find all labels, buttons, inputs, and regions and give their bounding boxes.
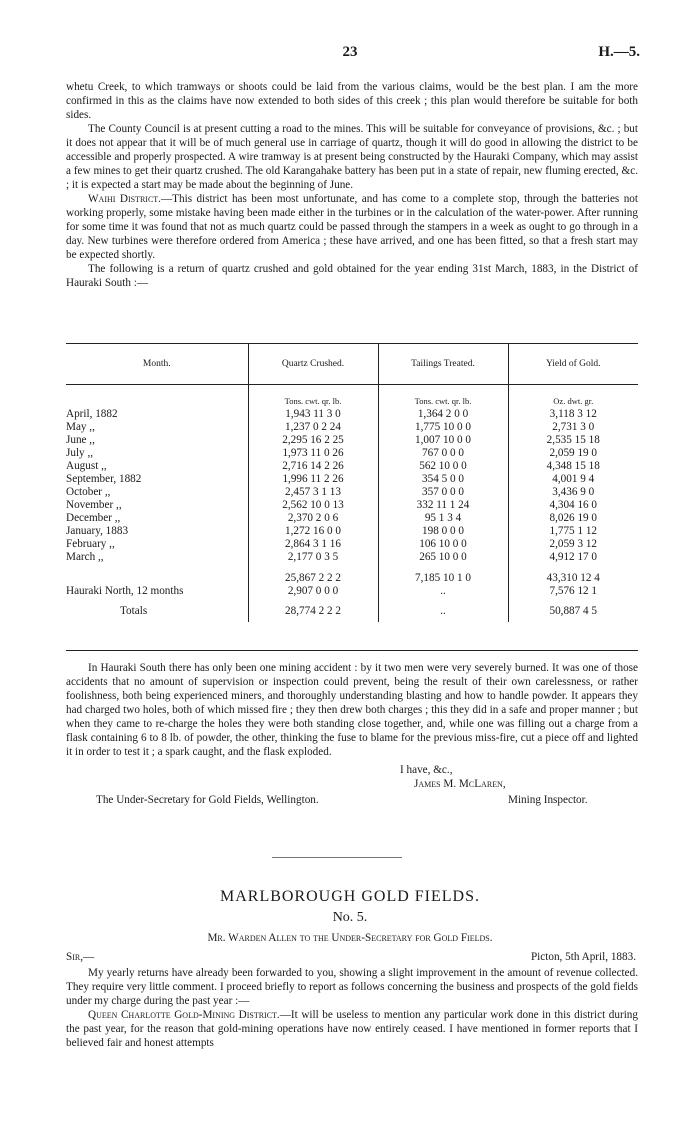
table-row	[66, 486, 638, 499]
row-month: September, 1882	[66, 473, 142, 485]
table-row	[66, 538, 638, 551]
table-row	[66, 460, 638, 473]
row-tailings: 354 5 0 0	[378, 473, 508, 486]
section-title: MARLBOROUGH GOLD FIELDS.	[219, 888, 480, 905]
row-quartz: 2,370 2 0 6	[248, 512, 378, 525]
waihi-district-heading: Waihi District.	[88, 193, 161, 205]
row-tailings: 1,364 2 0 0	[378, 408, 508, 421]
row-quartz: 2,457 3 1 13	[248, 486, 378, 499]
row-month: May ,,	[66, 421, 95, 433]
north-label: Hauraki North, 12 months	[66, 585, 184, 597]
subtotal-quartz: 25,867 2 2 2	[248, 564, 378, 585]
row-month: January, 1883	[66, 525, 129, 537]
row-month: October ,,	[66, 486, 111, 498]
table-row	[66, 551, 638, 564]
row-month: July ,,	[66, 447, 94, 459]
row-month: November ,,	[66, 499, 122, 511]
row-month: April, 1882	[66, 408, 118, 420]
row-quartz: 2,177 0 3 5	[248, 551, 378, 564]
waihi-district-text: —This district has been most unfortunate, and has come to a complete stop, through the batteries not working properly, some mistake having been made either in the turbines or in the calculation of the water-power. After running for some time it was found that not as much quartz could be passed through the stampers in a week as ought to go through in a day. New turbines were therefore ordered from America ; these have arrived, and one has been fitted, so that a fresh start may be expected shortly.	[66, 193, 639, 261]
intro-text	[66, 80, 638, 290]
intro-paragraph-1: whetu Creek, to which tramways or shoots could be laid from the various claims, would be the best plan. I am the more confirmed in this as the claims have now extended to both sides of this creek ; this plan would therefore be suitable for both sides.	[66, 81, 638, 121]
row-month: August ,,	[66, 460, 107, 472]
totals-quartz: 28,774 2 2 2	[248, 598, 378, 622]
totals-yield: 50,887 4 5	[508, 598, 638, 622]
north-tailings: ..	[378, 585, 508, 598]
row-month: June ,,	[66, 434, 95, 446]
header-yield: Yield of Gold.	[508, 344, 638, 385]
units-row	[66, 385, 638, 409]
row-yield: 4,304 16 0	[508, 499, 638, 512]
signature-address: The Under-Secretary for Gold Fields, Wellington.	[96, 794, 319, 806]
table-header-row	[66, 344, 638, 385]
table-row	[66, 473, 638, 486]
signature-title: Mining Inspector.	[508, 794, 588, 806]
accident-paragraph: In Hauraki South there has only been one mining accident : by it two men were very severely burned. It was one of those accidents that no amount of supervision or inspection could prevent, being the result of their own carelessness, or rather foolishness, both being experienced miners, and thoroughly understanding blasting and how to handle powder. It appears they had charged two holes, both of which missed fire ; they then drew both charges ; this they did in a safe and proper manner ; but when they came to re-charge the holes they were both standing close together, and, while one was filling out a charge from a flask containing 6 to 8 lb. of powder, the other, thinking the fuse to blame for the previous miss-fire, cut a piece off and lighted it in order to test it ; a spark caught, and the flask exploded.	[66, 662, 638, 758]
header-quartz: Quartz Crushed.	[248, 344, 378, 385]
table-row	[66, 525, 638, 538]
section-from-line: Mr. Warden Allen to the Under-Secretary for Gold Fields.	[207, 932, 493, 944]
section-paragraph-2	[66, 1008, 638, 1050]
return-table	[66, 343, 638, 622]
row-quartz: 1,973 11 0 26	[248, 447, 378, 460]
row-yield: 4,912 17 0	[508, 551, 638, 564]
subtotal-row	[66, 564, 638, 585]
table-bottom-rule	[66, 650, 638, 651]
table-row	[66, 447, 638, 460]
section-number: No. 5.	[332, 910, 368, 925]
queen-charlotte-text: —It will be useless to mention any particular work done in this district during the past year, for the reason that gold-mining operations have now entirely ceased. I have mentioned in former reports that I believed fair and honest attempts	[66, 1009, 638, 1049]
row-yield: 4,001 9 4	[508, 473, 638, 486]
row-yield: 3,118 3 12	[508, 408, 638, 421]
units-tailings: Tons. cwt. qr. lb.	[378, 385, 508, 409]
row-quartz: 1,943 11 3 0	[248, 408, 378, 421]
row-quartz: 2,864 3 1 16	[248, 538, 378, 551]
north-quartz: 2,907 0 0 0	[248, 585, 378, 598]
section-text	[66, 966, 638, 1050]
row-quartz: 2,295 16 2 25	[248, 434, 378, 447]
totals-label: Totals	[120, 605, 148, 617]
row-yield: 2,059 3 12	[508, 538, 638, 551]
queen-charlotte-heading: Queen Charlotte Gold-Mining District.	[88, 1009, 280, 1021]
row-tailings: 562 10 0 0	[378, 460, 508, 473]
subtotal-yield: 43,310 12 4	[508, 564, 638, 585]
accident-text	[66, 661, 638, 759]
signature-closing: I have, &c.,	[400, 764, 453, 776]
row-yield: 1,775 1 12	[508, 525, 638, 538]
subtotal-tailings: 7,185 10 1 0	[378, 564, 508, 585]
intro-paragraph-4: The following is a return of quartz crushed and gold obtained for the year ending 31st March, 1883, in the District of Hauraki South :—	[66, 263, 638, 289]
row-quartz: 2,716 14 2 26	[248, 460, 378, 473]
row-tailings: 332 11 1 24	[378, 499, 508, 512]
row-yield: 2,731 3 0	[508, 421, 638, 434]
row-tailings: 95 1 3 4	[378, 512, 508, 525]
row-quartz: 1,996 11 2 26	[248, 473, 378, 486]
header-month: Month.	[66, 344, 248, 385]
intro-paragraph-3	[66, 192, 638, 262]
row-month: December ,,	[66, 512, 121, 524]
north-yield: 7,576 12 1	[508, 585, 638, 598]
table-row	[66, 434, 638, 447]
row-yield: 3,436 9 0	[508, 486, 638, 499]
row-tailings: 357 0 0 0	[378, 486, 508, 499]
row-tailings: 767 0 0 0	[378, 447, 508, 460]
section-paragraph-1: My yearly returns have already been forwarded to you, showing a slight improvement in the amount of revenue collected. They require very little comment. I proceed briefly to report as follows concerning the business and prospects of the gold fields under my charge during the past year :—	[66, 967, 638, 1007]
row-tailings: 1,775 10 0 0	[378, 421, 508, 434]
row-quartz: 1,272 16 0 0	[248, 525, 378, 538]
table-row	[66, 512, 638, 525]
row-quartz: 1,237 0 2 24	[248, 421, 378, 434]
units-yield: Oz. dwt. gr.	[508, 385, 638, 409]
row-yield: 4,348 15 18	[508, 460, 638, 473]
north-row	[66, 585, 638, 598]
row-tailings: 106 10 0 0	[378, 538, 508, 551]
header-tailings: Tailings Treated.	[378, 344, 508, 385]
row-quartz: 2,562 10 0 13	[248, 499, 378, 512]
totals-tailings: ..	[378, 598, 508, 622]
letter-date: Picton, 5th April, 1883.	[530, 951, 636, 963]
row-yield: 8,026 19 0	[508, 512, 638, 525]
row-yield: 2,059 19 0	[508, 447, 638, 460]
table-row	[66, 499, 638, 512]
salutation: Sir,—	[66, 951, 95, 963]
section-divider	[272, 857, 402, 858]
document-reference: H.—5.	[598, 44, 640, 60]
row-month: February ,,	[66, 538, 115, 550]
row-tailings: 198 0 0 0	[378, 525, 508, 538]
row-tailings: 265 10 0 0	[378, 551, 508, 564]
row-tailings: 1,007 10 0 0	[378, 434, 508, 447]
table-row	[66, 421, 638, 434]
table-row	[66, 408, 638, 421]
signature-name: James M. McLaren,	[414, 778, 506, 790]
totals-row	[66, 598, 638, 622]
row-yield: 2,535 15 18	[508, 434, 638, 447]
intro-paragraph-2: The County Council is at present cutting a road to the mines. This will be suitable for conveyance of provisions, &c. ; but it does not appear that it will be of much general use in carriage of quartz, though it will do good in allowing the district to be accessible and properly prospected. A wire tramway is at present being constructed by the Hauraki Company, which may assist a few mines to get their quartz crushed. The old Karangahake battery has been put in a state of repair, new fluming erected, &c. ; it is expected a start may be made about the beginning of June.	[66, 123, 638, 191]
units-quartz: Tons. cwt. qr. lb.	[248, 385, 378, 409]
row-month: March ,,	[66, 551, 104, 563]
page-number: 23	[342, 44, 358, 60]
